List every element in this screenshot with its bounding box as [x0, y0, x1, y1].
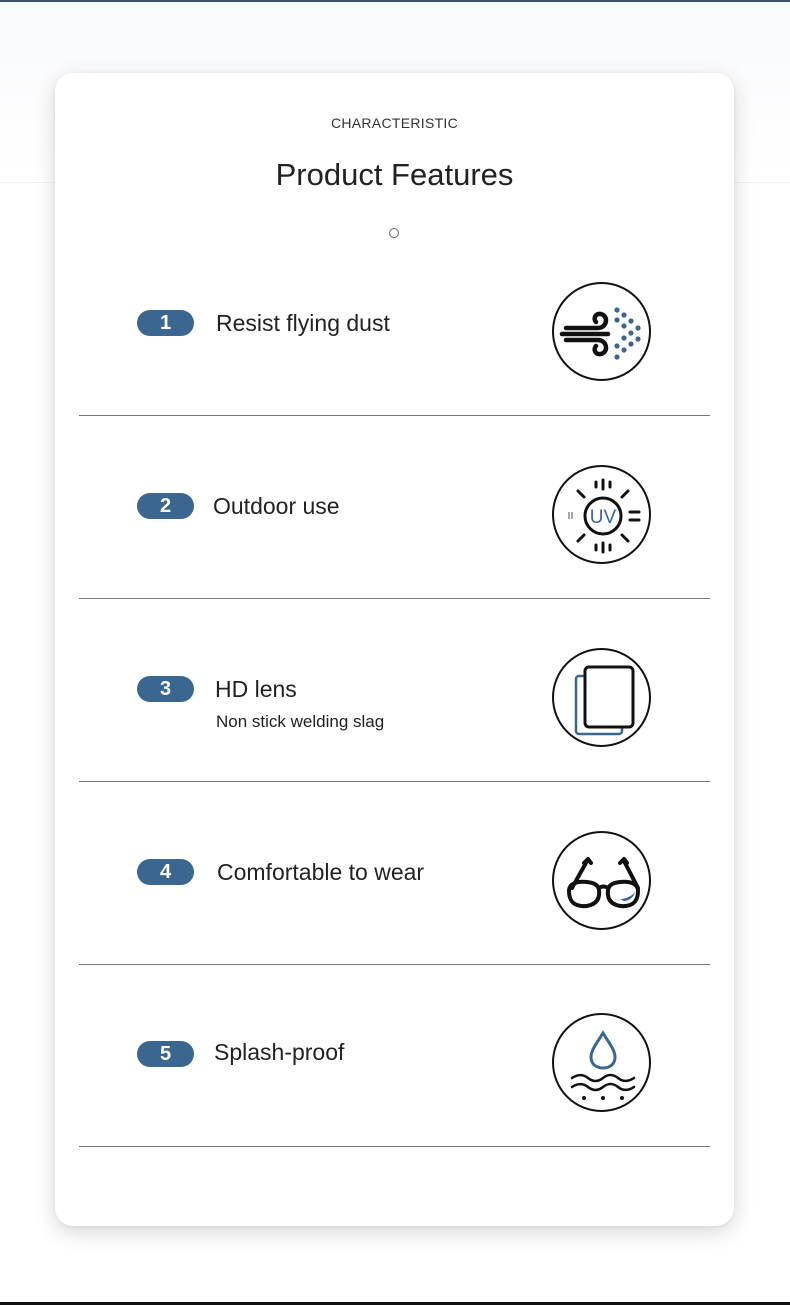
feature-row-1: [79, 232, 710, 416]
features-card: [55, 73, 734, 1226]
feature-title: Comfortable to wear: [217, 859, 425, 885]
feature-title: Resist flying dust: [216, 310, 390, 336]
feature-row-3: [79, 598, 710, 782]
feature-title: HD lens: [215, 676, 297, 702]
feature-number-badge: 3: [137, 676, 194, 702]
feature-number-badge: 4: [137, 859, 194, 885]
feature-title: Outdoor use: [213, 493, 340, 519]
feature-row-4: [79, 781, 710, 965]
feature-number-badge: 2: [137, 493, 194, 519]
feature-number-badge: 1: [137, 310, 194, 336]
page-title: Product Features: [275, 157, 514, 192]
section-eyebrow: CHARACTERISTIC: [330, 115, 459, 131]
uv-sun-icon: [552, 465, 651, 564]
feature-subtitle: Non stick welding slag: [216, 712, 385, 731]
feature-number-badge: 5: [137, 1041, 194, 1067]
feature-title: Splash-proof: [214, 1039, 345, 1065]
feature-row-2: [79, 415, 710, 599]
lens-layers-icon: [552, 648, 651, 747]
glasses-icon: [552, 831, 651, 930]
uv-label: UV: [589, 507, 617, 528]
feature-row-5: [79, 963, 710, 1147]
wind-dust-icon: [552, 282, 651, 381]
water-drop-icon: [552, 1013, 651, 1112]
